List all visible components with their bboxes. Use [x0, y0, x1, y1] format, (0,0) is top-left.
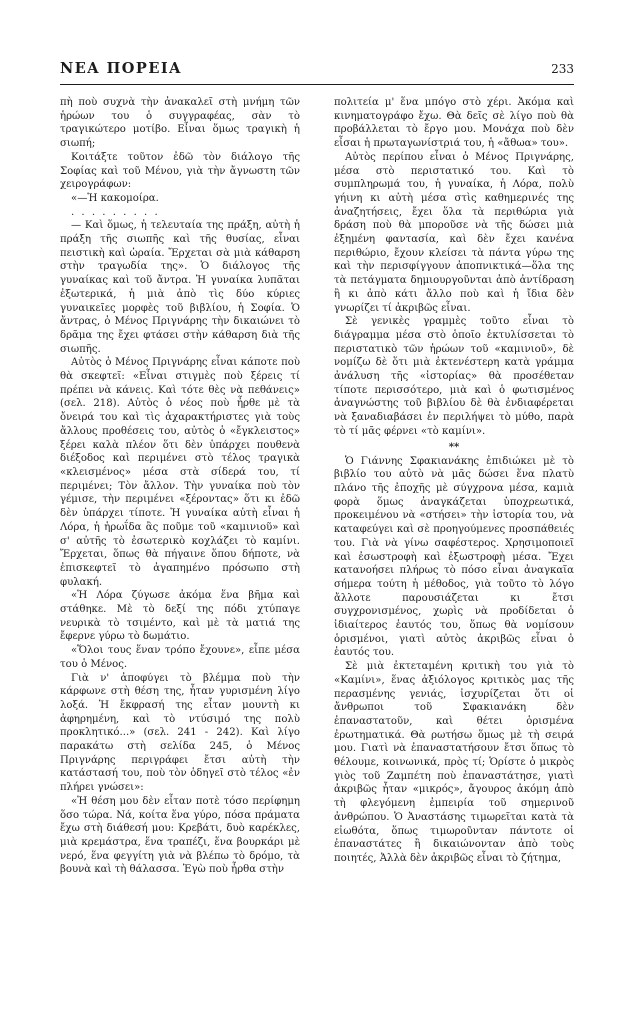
paragraph: πὴ ποὺ συχνὰ τὴν ἀνακαλεῖ στὴ μνήμη τῶν ἡρώων του ὁ συγγραφέας, σὰν τὸ τραγικώτερο μοτίβο. Εἶναι ὅμως τραγικὴ ἡ σιωπή;: [60, 97, 300, 150]
header-rule: [60, 84, 574, 85]
paragraph: Σὲ γενικὲς γραμμὲς τοῦτο εἶναι τὸ διάγραμμα μέσα στὸ ὁποῖο ἐκτυλίσσεται τὸ περιστατικὸ τῶν ἡρώων τοῦ «καμινιοῦ», δὲ νομίζω δὲ ὅτι μιὰ ἐκτενέστερη κατὰ γράμμα ἀνάλυση τῆς «ἱστορίας» θὰ προσέθεταν τίποτε περισσότερο, μιὰ καὶ ὁ φωτισμένος ἀναγνώστης τοῦ βιβλίου δὲ θὰ ἐνδιαφέρεται νὰ ξαναδιαβάσει ἐν περιλήψει τὸ μύθο, παρὰ τὸ τί μᾶς φέρνει «τὸ καμίνι».: [334, 316, 574, 437]
paragraph: Αὐτὸς περίπου εἶναι ὁ Μένος Πριγνάρης, μέσα στὸ περιστατικό του. Καὶ τὸ συμπληρωμά του, ἡ γυναίκα, ἡ Λόρα, πολὺ γήινη κι αὐτὴ μέσα στὶς καθημερινές της ἀναζητήσεις, ἔχει ὅλα τὰ περιθώρια γιὰ δράση ποὺ θὰ μποροῦσε νὰ τῆς δώσει μιὰ ἐξημένη φαντασία, καὶ δὲν ἔχει κανένα περιθώριο, ἔχουν κλείσει τὰ πάντα γύρω της καὶ τὴν περισφίγγουν ἀποπνικτικά—ὅλα της τὰ πετάγματα δημιουργοῦνται ἀπὸ ἀντίδραση ἢ κι ἀπὸ κάτι ἄλλο ποὺ καὶ ἡ ἴδια δὲν γνωρίζει τί ἀκριβῶς εἶναι.: [334, 151, 574, 314]
quotation: «Ἡ θέση μου δὲν εἶταν ποτὲ τόσο περίφημη ὅσο τώρα. Νά, κοίτα ἕνα γύρο, πόσα πράματα ἔχω στὴ διάθεσή μου: Κρεβάτι, δυὸ καρέκλες, μιὰ κρεμάστρα, ἕνα τραπέζι, ἕνα βουρκάρι μὲ νερό, ἕνα φεγγίτη γιὰ νὰ βλέπω τὸ δρόμο, τὰ βουνὰ καὶ τὴ θάλασσα. Ἐγὼ ποὺ ἦρθα στὴν: [60, 795, 300, 876]
paragraph: πολιτεία μ' ἕνα μπόγο στὸ χέρι. Ἀκόμα καὶ κινηματογράφο ἔχω. Θὰ δεῖς σὲ λίγο ποὺ θὰ προβάλλεται τὸ ἔργο μου. Μονάχα ποὺ δὲν εἶσαι ἡ πρωταγωνίστριά του, ἡ «ἄθωα» του».: [334, 97, 574, 150]
paragraph: — Καὶ ὅμως, ἡ τελευταία της πράξη, αὐτὴ ἡ πράξη τῆς σιωπῆς καὶ τῆς θυσίας, εἶναι πειστικὴ καὶ ὡραία. Ἔρχεται σὰ μιὰ κάθαρση στὴν τραγωδία της». Ὁ διάλογος τῆς γυναίκας καὶ τοῦ ἄντρα. Ἡ γυναίκα λυπᾶται ἐξωτερικά, ἡ μιὰ ἀπὸ τὶς δύο κύριες γυναικεῖες μορφὲς τοῦ βιβλίου, ἡ Σοφία. Ὁ ἄντρας, ὁ Μένος Πριγνάρης τὴν δικαιώνει τὸ δρᾶμα της ἔχει φτάσει στὴν κάθαρση διὰ τῆς σιωπῆς.: [60, 220, 300, 355]
journal-title: ΝΕΑ ΠΟΡΕΙΑ: [60, 60, 182, 77]
paragraph: Γιὰ ν' ἀποφύγει τὸ βλέμμα ποὺ τὴν κάρφωνε στὴ θέση της, ἦταν γυρισμένη λίγο λοξά. Ἡ ἔκφρασή της εἶταν μουντὴ κι ἀφηρημένη, καὶ τὸ ντύσιμό της πολὺ προκλητικό...» (σελ. 241 - 242). Καὶ λίγο παρακάτω στὴ σελίδα 245, ὁ Μένος Πριγνάρης περιγράφει ἔτσι αὐτὴ τὴν κατάστασή του, ποὺ τὸν ὁδηγεῖ στὸ τέλος «ἐν πλήρει γνώσει»:: [60, 672, 300, 794]
paragraph: Ὁ Γιάννης Σφακιανάκης ἐπιδιώκει μὲ τὸ βιβλίο του αὐτὸ νὰ μᾶς δώσει ἕνα πλατὺ πλάνο τῆς ἐποχῆς μὲ σύγχρονα μέσα, καμιὰ φορὰ ὅμως ἀναγκάζεται ὑποχρεωτικά, προκειμένου νὰ «στήσει» τὴν ἱστορία του, νὰ καταφεύγει καὶ σὲ προηγούμενες προσπάθειές του. Γιὰ νὰ γίνω σαφέστερος. Χρησιμοποιεῖ καὶ ἐσωστροφὴ καὶ ἐξωστροφὴ μέσα. Ἔχει κατανοήσει πλήρως τὸ πόσο εἶναι ἀναγκαῖα σήμερα τούτη ἡ μέθοδος, γιὰ τοῦτο τὸ λόγο ἄλλοτε παρουσιάζεται κι ἔτσι συγχρονισμένος, χωρὶς νὰ προδίδεται ὁ ἰδιαίτερος ἑαυτός του, ὅπως θὰ νομίσουν ὁρισμένοι, γιατὶ αὐτὸς ἀκριβῶς εἶναι ὁ ἑαυτός του.: [334, 455, 574, 659]
quote-line: «—Ἡ κακομοίρα.: [71, 192, 159, 204]
paragraph: Κοιτάξτε τοῦτον ἐδῶ τὸν διάλογο τῆς Σοφίας καὶ τοῦ Μένου, γιὰ τὴν ἄγνωστη τῶν χειρογράφων:: [60, 151, 300, 191]
quotation: «Ὅλοι τους ἕναν τρόπο ἔχουνε», εἶπε μέσα του ὁ Μένος.: [60, 645, 300, 670]
left-column: [60, 96, 300, 877]
right-column: [334, 96, 574, 866]
quotation: «Ἡ Λόρα ζύγωσε ἀκόμα ἕνα βῆμα καὶ στάθηκε. Μὲ τὸ δεξί της πόδι χτύπαγε νευρικὰ τὸ τσιμέντο, καὶ μὲ τὰ ματιά της ἔφερνε γύρω τὸ δωμάτιο.: [60, 590, 300, 643]
running-header: [60, 58, 574, 80]
ellipsis-line: . . . . . . . . .: [71, 206, 160, 218]
paragraph: Σὲ μιὰ ἐκτεταμένη κριτικὴ του γιὰ τὸ «Καμίνι», ἕνας ἀξιόλογος κριτικὸς μας τῆς περασμένης γενιάς, ἰσχυρίζεται ὅτι οἱ ἄνθρωποι τοῦ Σφακιανάκη δὲν ἐπαναστατοῦν, καὶ θέτει ὁρισμένα ἐρωτηματικά. Θὰ ρωτήσω ὅμως μὲ τὴ σειρά μου. Γιατὶ νὰ ἐπαναστατήσουν ἔτσι ὅπως τὸ θέλουμε, κοινωνικά, πρὸς τί; Ὁρίστε ὁ μικρὸς γιὸς τοῦ Ζαμπέτη ποὺ ἐπαναστάτησε, γιατὶ ἀκριβῶς ἦταν «μικρός», ἄγουρος ἀκόμη ἀπὸ τὴ φλεγόμενη ἐμπειρία τοῦ σημερινοῦ ἀνθρώπου. Ὁ Ἀναστάσης τιμωρεῖται κατὰ τὰ εἰωθότα, ὅπως τιμωροῦνταν πάντοτε οἱ ἐπαναστάτες ἢ δικαιώνονταν ἀπὸ τοὺς ποιητές, Ἀλλὰ δὲν ἀκριβῶς εἶναι τὸ ζήτημα,: [334, 661, 574, 864]
section-divider-asterisks: **: [448, 440, 460, 453]
paragraph: Αὐτὸς ὁ Μένος Πριγνάρης εἶναι κάποτε ποὺ θὰ σκεφτεῖ: «Εἶναι στιγμὲς ποὺ ξέρεις τί πρέπει νὰ κάνεις. Καὶ τότε θὲς νὰ πεθάνεις» (σελ. 218). Αὐτὸς ὁ νέος ποὺ ἦρθε μὲ τὰ ὄνειρά του καὶ τὶς ἀχαρακτήριστες γιὰ τοὺς ἄλλους προθέσεις του, αὐτὸς ὁ «ἔγκλειστος» ξέρει καλὰ πλέον ὅτι δὲν ὑπάρχει πουθενὰ διέξοδος καὶ περιμένει στὸ τέλος τραγικὰ «κλεισμένος» μέσα στὰ σίδερά του, τί περιμένει; Τὸν ἄλλον. Τὴν γυναίκα ποὺ τὸν γέμισε, τὴν περιμένει «ξέροντας» ὅτι κι ἐδῶ δὲν ὑπάρχει τίποτε. Ἡ γυναίκα αὐτὴ εἶναι ἡ Λόρα, ἡ ἡρωΐδα ἂς ποῦμε τοῦ «καμινιοῦ» καὶ σ' αὐτῆς τὸ ἐσωτερικὸ κοχλάζει τὸ καμίνι. Ἔρχεται, ὅπως θὰ πήγαινε ὅπου δήποτε, νὰ ἐπισκεφτεῖ τὸ ἀγαπημένο πρόσωπο στὴ φυλακή.: [60, 357, 300, 588]
page-number: 233: [551, 62, 574, 76]
